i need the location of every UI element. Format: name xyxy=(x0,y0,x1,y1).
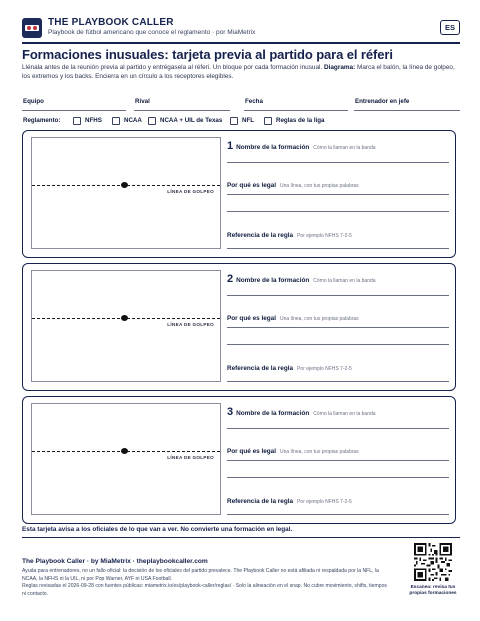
formation-name-hint: Cómo la llaman en la banda xyxy=(313,145,376,151)
los-label: LÍNEA DE GOLPEO xyxy=(167,322,214,327)
closing-divider xyxy=(22,537,460,538)
formation-name-label: Nombre de la formación xyxy=(236,277,310,284)
checkbox[interactable] xyxy=(264,117,272,125)
intro-body: Llénala antes de la reunión previa al partido y entrégasela al réferi. Un bloque por cada formación inusual. xyxy=(22,64,323,71)
formation-name-label: Nombre de la formación xyxy=(236,144,310,151)
ruleset-label: Reglamento: xyxy=(23,117,61,124)
why-legal-label: Por qué es legal xyxy=(227,182,277,189)
rule-reference-line[interactable] xyxy=(227,248,449,249)
formation-card-2 xyxy=(22,263,456,391)
closing-note: Esta tarjeta avisa a los oficiales de lo que van a ver. No convierte una formación en legal. xyxy=(22,526,293,533)
why-legal-row xyxy=(227,174,449,218)
option-label: NCAA + UIL de Texas xyxy=(160,117,223,124)
brand-title: THE PLAYBOOK CALLER xyxy=(48,17,174,28)
formation-name-row xyxy=(227,269,449,297)
diagram-instructions: Marca el balón, la línea de golpeo, los extremos y los backs. Encierra en un círculo a los receptores elegibles. xyxy=(22,64,455,80)
date-label: Fecha xyxy=(245,98,263,105)
diagram-area[interactable] xyxy=(31,403,221,515)
head-coach-field[interactable] xyxy=(354,97,460,111)
header-fields xyxy=(22,97,460,111)
why-legal-line-2[interactable] xyxy=(227,344,449,345)
diagram-area[interactable] xyxy=(31,137,221,249)
language-badge[interactable]: ES xyxy=(440,20,460,35)
footer-title[interactable]: The Playbook Caller · by MiaMetrix · theplaybookcaller.com xyxy=(22,558,208,565)
football-icon xyxy=(121,182,128,188)
football-icon xyxy=(121,448,128,454)
checkbox[interactable] xyxy=(73,117,81,125)
date-field[interactable] xyxy=(244,97,348,111)
why-legal-line-2[interactable] xyxy=(227,211,449,212)
formation-name-line[interactable] xyxy=(227,162,449,163)
why-legal-hint: Una línea, con tus propias palabras xyxy=(280,449,359,455)
checkbox[interactable] xyxy=(148,117,156,125)
formation-number: 1 xyxy=(227,140,234,152)
why-legal-label: Por qué es legal xyxy=(227,315,277,322)
opponent-label: Rival xyxy=(135,98,150,105)
formation-number: 2 xyxy=(227,273,234,285)
rule-reference-row xyxy=(227,224,449,252)
rule-reference-hint: Por ejemplo NFHS 7-2-5 xyxy=(297,233,352,239)
footer-revision: Reglas revisadas el 2026-09-28 con fuentes públicas: miametrix.io/es/playbook-caller/reglas/ · Solo la alineación en el snap. No cubre movimiento, shifts, tiempos ni contacto. xyxy=(22,583,387,597)
brand-subtitle: Playbook de fútbol americano que conoce el reglamento · por MiaMetrix xyxy=(48,29,256,36)
why-legal-hint: Una línea, con tus propias palabras xyxy=(280,183,359,189)
why-legal-line-2[interactable] xyxy=(227,477,449,478)
why-legal-line-1[interactable] xyxy=(227,194,449,195)
option-label: Reglas de la liga xyxy=(276,117,325,124)
why-legal-row xyxy=(227,307,449,351)
formation-name-label: Nombre de la formación xyxy=(236,410,310,417)
why-legal-label: Por qué es legal xyxy=(227,448,277,455)
rule-reference-row xyxy=(227,490,449,518)
formation-name-row xyxy=(227,402,449,430)
formation-card-3 xyxy=(22,396,456,524)
why-legal-line-1[interactable] xyxy=(227,327,449,328)
rule-reference-row xyxy=(227,357,449,385)
why-legal-line-1[interactable] xyxy=(227,460,449,461)
rule-reference-hint: Por ejemplo NFHS 7-2-5 xyxy=(297,366,352,372)
page-header xyxy=(22,16,460,40)
footer xyxy=(22,558,392,598)
option-label: NFL xyxy=(242,117,255,124)
diagram-area[interactable] xyxy=(31,270,221,382)
footer-disclaimer: Ayuda para entrenadores, no un fallo oficial: la decisión de los oficiales del partido prevalece. The Playbook Caller no está afiliada ni respaldada por la NFL, la NCAA, la NFHS ni la UIL, ni por Pop Warner, AYF ni USA Football. xyxy=(22,568,379,582)
rule-reference-label: Referencia de la regla xyxy=(227,232,294,239)
rule-reference-label: Referencia de la regla xyxy=(227,365,294,372)
formation-name-line[interactable] xyxy=(227,428,449,429)
why-legal-hint: Una línea, con tus propias palabras xyxy=(280,316,359,322)
opponent-field[interactable] xyxy=(134,97,230,111)
team-field[interactable] xyxy=(22,97,126,111)
formation-name-hint: Cómo la llaman en la banda xyxy=(313,278,376,284)
why-legal-row xyxy=(227,440,449,484)
logo xyxy=(22,18,42,38)
header-divider xyxy=(22,42,460,44)
rule-reference-hint: Por ejemplo NFHS 7-2-5 xyxy=(297,499,352,505)
formation-name-line[interactable] xyxy=(227,295,449,296)
option-label: NCAA xyxy=(124,117,142,124)
head-coach-label: Entrenador en jefe xyxy=(355,98,410,105)
rule-reference-line[interactable] xyxy=(227,514,449,515)
formation-card-1 xyxy=(22,130,456,258)
qr-code-icon[interactable] xyxy=(414,543,452,581)
formation-name-hint: Cómo la llaman en la banda xyxy=(313,411,376,417)
intro-text xyxy=(22,64,460,81)
page-title: Formaciones inusuales: tarjeta previa al partido para el réferi xyxy=(22,47,393,62)
checkbox[interactable] xyxy=(230,117,238,125)
los-label: LÍNEA DE GOLPEO xyxy=(167,455,214,460)
rule-reference-line[interactable] xyxy=(227,381,449,382)
ruleset-row xyxy=(22,116,460,126)
qr-caption: Escanea: revisa tus propias formaciones xyxy=(409,585,457,596)
option-label: NFHS xyxy=(85,117,102,124)
football-icon xyxy=(121,315,128,321)
los-label: LÍNEA DE GOLPEO xyxy=(167,189,214,194)
rule-reference-label: Referencia de la regla xyxy=(227,498,294,505)
formation-number: 3 xyxy=(227,406,234,418)
checkbox[interactable] xyxy=(112,117,120,125)
formation-name-row xyxy=(227,136,449,164)
diagram-label: Diagrama: xyxy=(323,64,356,71)
team-label: Equipo xyxy=(23,98,44,105)
